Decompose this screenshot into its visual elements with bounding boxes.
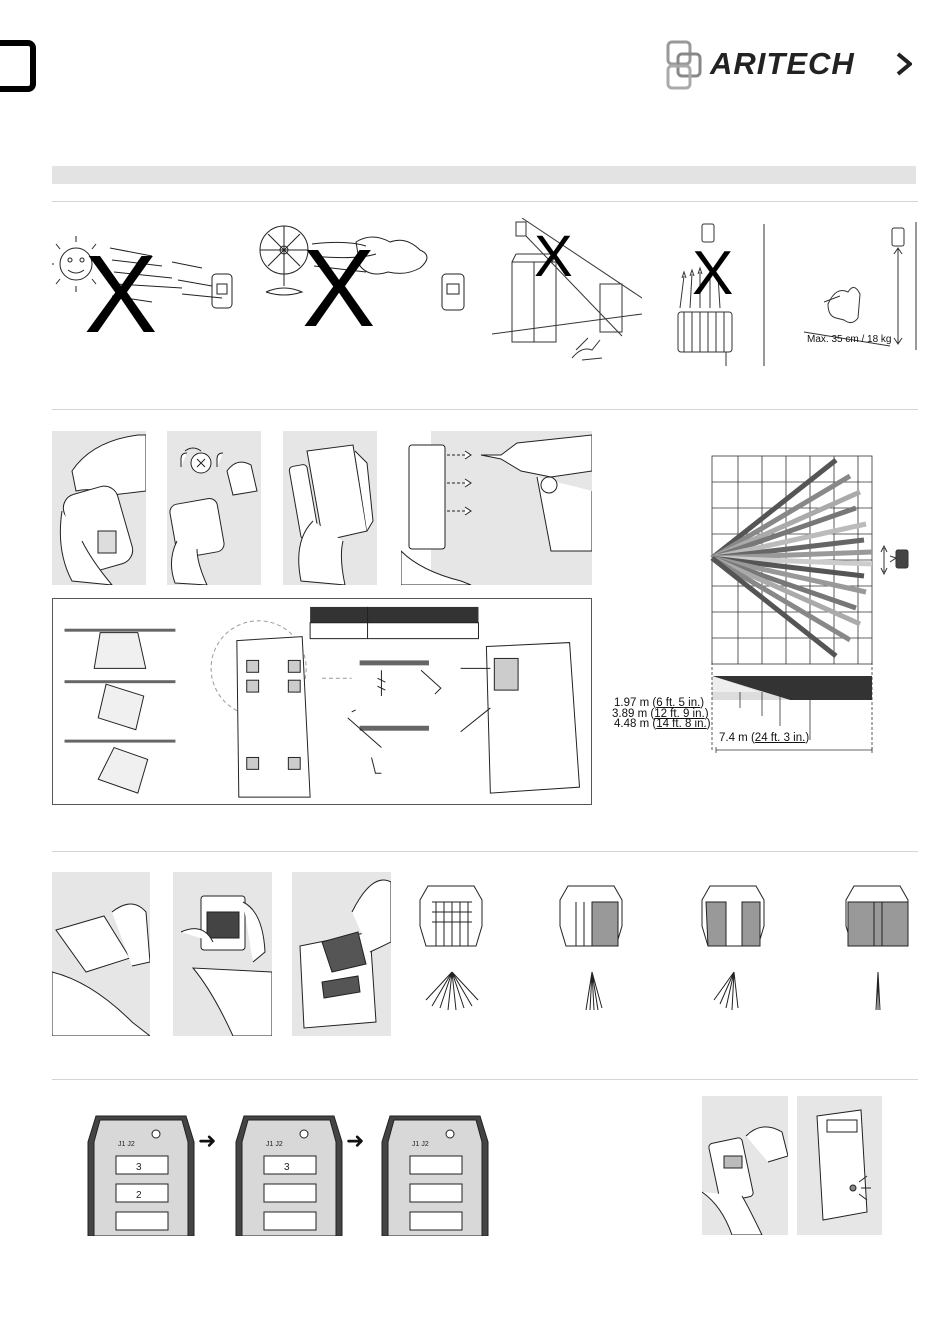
- section-divider: [52, 409, 918, 410]
- battery-3-label: 3: [284, 1162, 290, 1173]
- lens-mask-option-4: [838, 882, 918, 1018]
- jumper-label-3: J1 J2: [412, 1141, 429, 1148]
- warning-mark-fan: X: [302, 227, 376, 344]
- pet-height-figure: [800, 222, 918, 350]
- fan-warning-figure: [256, 220, 466, 344]
- warning-mark-radiator: X: [692, 239, 734, 308]
- logo-arrow-icon: [896, 52, 912, 76]
- aritech-logo: [664, 40, 914, 90]
- brand-name: ARITECH: [710, 46, 855, 81]
- lens-mask-option-3: [694, 882, 774, 1018]
- logo-mark-icon: [664, 40, 710, 90]
- arrow-icon: ➜: [198, 1128, 217, 1153]
- led-blink-photo: [797, 1096, 882, 1235]
- remove-lens-photo: [52, 872, 150, 1036]
- unscrew-photo: [167, 431, 261, 585]
- lens-mask-option-2: [552, 882, 632, 1018]
- jumper-label-1: J1 J2: [118, 1141, 135, 1148]
- battery-1-label: 3: [136, 1162, 142, 1173]
- lens-mask-option-1: [412, 882, 492, 1018]
- warning-mark-cabinet: X: [534, 224, 573, 289]
- title-bar: [52, 166, 916, 184]
- section-divider: [52, 1079, 918, 1080]
- sun-warning-figure: [52, 222, 252, 342]
- corner-mark: [0, 40, 36, 92]
- distance-label-3: 4.48 m (14 ft. 8 in.): [614, 718, 711, 730]
- section-divider: [52, 201, 918, 202]
- battery-step-1: [86, 1112, 196, 1236]
- battery-step-2: [234, 1112, 344, 1236]
- battery-2-label: 2: [136, 1190, 142, 1201]
- drill-mount-photo: [401, 431, 592, 585]
- mounting-options-box: [52, 598, 592, 805]
- coverage-pattern-figure: [700, 452, 945, 762]
- insert-battery-photo: [702, 1096, 788, 1235]
- lens-holder-photo: [173, 872, 272, 1036]
- section-divider: [52, 851, 918, 852]
- distance-label-4: 7.4 m (24 ft. 3 in.): [719, 732, 810, 744]
- arrow-icon: ➜: [346, 1128, 365, 1153]
- warning-mark-sun: X: [84, 233, 158, 342]
- open-cover-photo: [52, 431, 146, 585]
- apply-mask-photo: [292, 872, 391, 1036]
- distance-label-2: 3.89 m (12 ft. 9 in.): [612, 708, 709, 720]
- remove-base-photo: [283, 431, 377, 585]
- cabinet-warning-figure: [492, 218, 642, 364]
- radiator-warning-figure: [660, 220, 770, 368]
- distance-label-1: 1.97 m (6 ft. 5 in.): [614, 697, 705, 709]
- battery-step-3: [380, 1112, 490, 1236]
- jumper-label-2: J1 J2: [266, 1141, 283, 1148]
- pet-weight-label: Max. 35 cm / 18 kg: [807, 334, 892, 345]
